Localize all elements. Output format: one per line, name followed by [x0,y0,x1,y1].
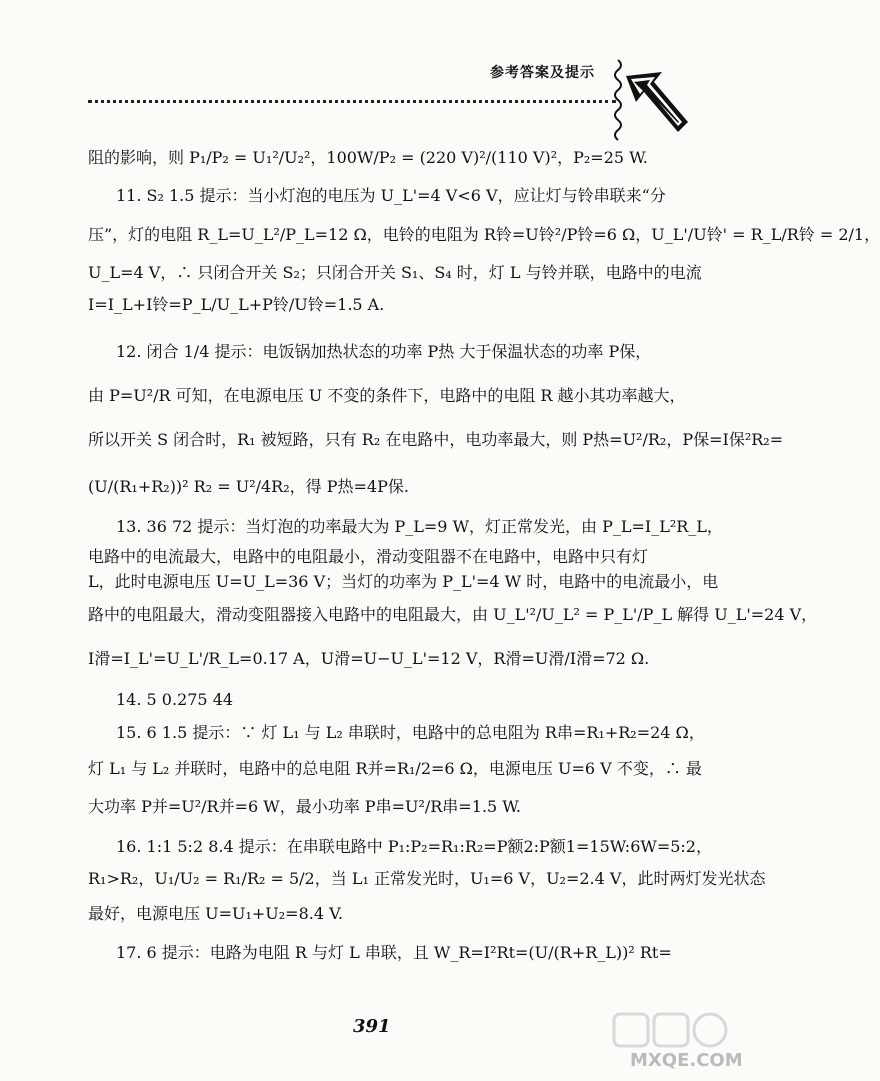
text-line: 14. 5 0.275 44 [116,690,234,709]
text-line: I=I_L+I铃=P_L/U_L+P铃/U铃=1.5 A. [88,295,385,314]
text-line: 13. 36 72 提示：当灯泡的功率最大为 P_L=9 W，灯正常发光，由 P_L=I_L²R_L， [116,517,723,536]
text-line: 阻的影响，则 P₁/P₂ = U₁²/U₂²，100W/P₂ = (220 V)²/(110 V)²，P₂=25 W. [88,148,648,167]
text-line: 灯 L₁ 与 L₂ 并联时，电路中的总电阻 R并=R₁/2=6 Ω，电源电压 U=6 V 不变，∴ 最 [88,759,702,778]
text-line: U_L=4 V，∴ 只闭合开关 S₂；只闭合开关 S₁、S₄ 时，灯 L 与铃并联，电路中的电流 [88,263,702,282]
text-line: I滑=I_L'=U_L'/R_L=0.17 A，U滑=U−U_L'=12 V，R滑=U滑/I滑=72 Ω. [88,649,650,668]
text-line: R₁>R₂，U₁/U₂ = R₁/R₂ = 5/2，当 L₁ 正常发光时，U₁=6 V，U₂=2.4 V，此时两灯发光状态 [88,869,766,888]
text-line: 大功率 P并=U²/R并=6 W，最小功率 P串=U²/R串=1.5 W. [88,797,521,816]
running-header-title: 参考答案及提示 [490,65,595,81]
page-number: 391 [353,1016,391,1037]
text-line: 15. 6 1.5 提示：∵ 灯 L₁ 与 L₂ 串联时，电路中的总电阻为 R串=R₁+R₂=24 Ω， [116,723,705,742]
watermark-logo-icon [612,1010,732,1050]
text-line: 压”，灯的电阻 R_L=U_L²/P_L=12 Ω，电铃的电阻为 R铃=U铃²/P铃=6 Ω，U_L'/U铃' = R_L/R铃 = 2/1， [88,225,880,244]
text-line: 11. S₂ 1.5 提示：当小灯泡的电压为 U_L'=4 V<6 V，应让灯与铃串联来“分 [116,186,666,205]
watermark-url: MXQE.COM [630,1050,743,1071]
text-line: L，此时电源电压 U=U_L=36 V；当灯的功率为 P_L'=4 W 时，电路中的电流最小，电 [88,572,719,591]
text-line: 最好，电源电压 U=U₁+U₂=8.4 V. [88,904,343,923]
text-line: 电路中的电流最大，电路中的电阻最小，滑动变阻器不在电路中，电路中只有灯 [88,547,649,566]
text-line: 12. 闭合 1/4 提示：电饭锅加热状态的功率 P热 大于保温状态的功率 P保， [116,342,652,361]
pointer-arrow-icon [622,56,692,140]
header-dotted-rule [88,100,616,103]
text-line: 路中的电阻最大，滑动变阻器接入电路中的电阻最大，由 U_L'²/U_L² = P_L'/P_L 解得 U_L'=24 V， [88,605,818,624]
text-line: (U/(R₁+R₂))² R₂ = U²/4R₂，得 P热=4P保. [88,477,409,496]
text-line: 16. 1:1 5:2 8.4 提示：在串联电路中 P₁:P₂=R₁:R₂=P额2:P额1=15W:6W=5:2， [116,837,712,856]
text-line: 由 P=U²/R 可知，在电源电压 U 不变的条件下，电路中的电阻 R 越小其功率越大， [88,386,686,405]
text-line: 17. 6 提示：电路为电阻 R 与灯 L 串联，且 W_R=I²Rt=(U/(R+R_L))² Rt= [116,943,672,962]
text-line: 所以开关 S 闭合时，R₁ 被短路，只有 R₂ 在电路中，电功率最大，则 P热=U²/R₂，P保=I保²R₂= [88,430,784,449]
